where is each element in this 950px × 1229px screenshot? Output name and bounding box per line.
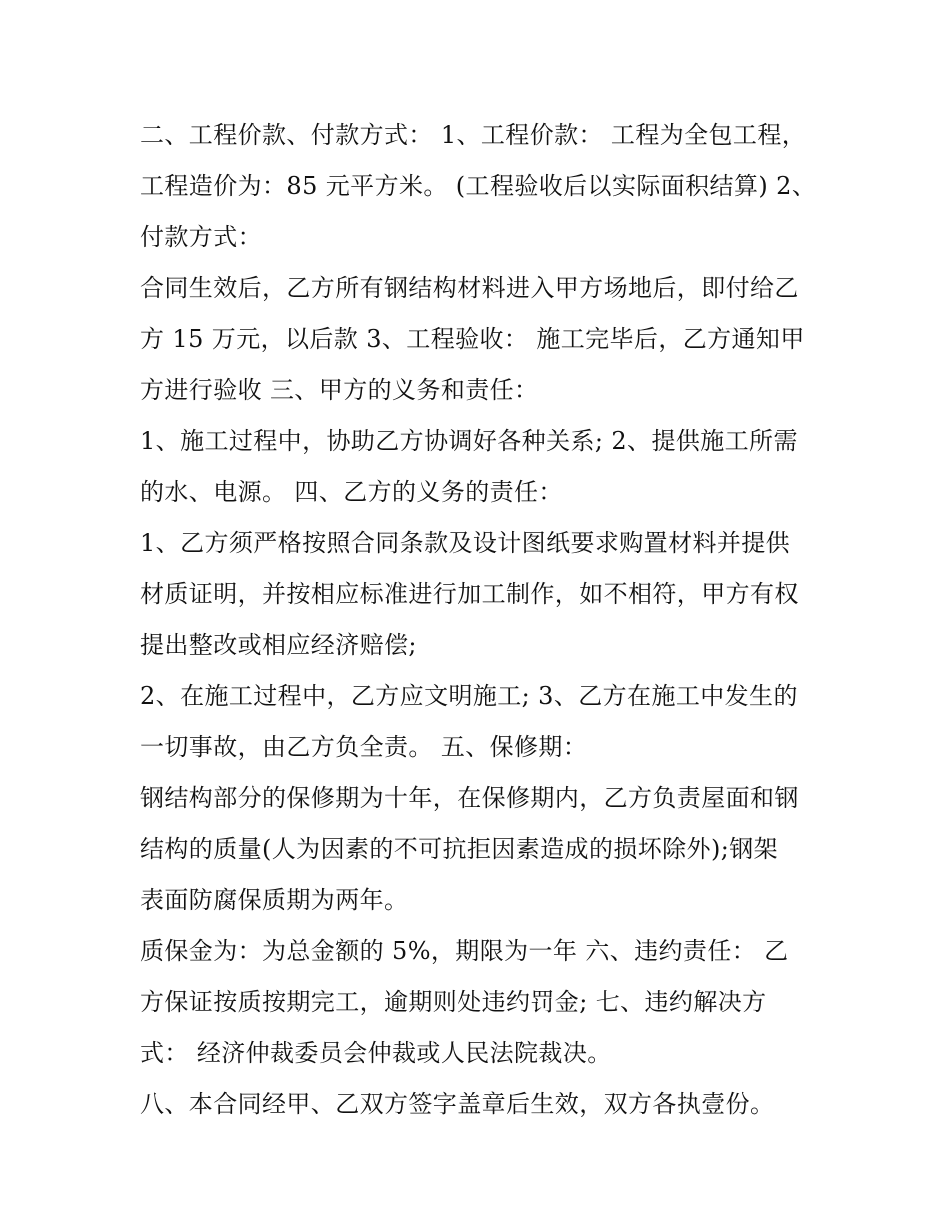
- text-line: 付款方式：: [140, 223, 262, 251]
- text-line: 工程造价为：85 元平方米。 (工程验收后以实际面积结算) 2、: [140, 172, 817, 200]
- text-line: 提出整改或相应经济赔偿;: [140, 631, 417, 659]
- text-line: 的水、电源。 四、乙方的义务的责任：: [140, 478, 563, 506]
- text-line: 合同生效后，乙方所有钢结构材料进入甲方场地后，即付给乙: [140, 274, 799, 302]
- text-line: 结构的质量(人为因素的不可抗拒因素造成的损坏除外);钢架: [140, 835, 779, 863]
- text-line: 钢结构部分的保修期为十年，在保修期内，乙方负责屋面和钢: [140, 784, 799, 812]
- text-line: 方进行验收 三、甲方的义务和责任：: [140, 376, 539, 404]
- text-line: 八、本合同经甲、乙双方签字盖章后生效，双方各执壹份。: [140, 1090, 775, 1118]
- contract-body-text: [140, 110, 820, 1130]
- text-line: 式： 经济仲裁委员会仲裁或人民法院裁决。: [140, 1039, 612, 1067]
- text-line: 材质证明，并按相应标准进行加工制作，如不相符，甲方有权: [140, 580, 799, 608]
- text-line: 表面防腐保质期为两年。: [140, 886, 409, 914]
- text-line: 方保证按质按期完工，逾期则处违约罚金; 七、违约解决方: [140, 988, 767, 1016]
- text-line: 一切事故，由乙方负全责。 五、保修期：: [140, 733, 588, 761]
- text-line: 2、在施工过程中，乙方应文明施工; 3、乙方在施工中发生的: [140, 682, 798, 710]
- text-line: 二、工程价款、付款方式： 1、工程价款： 工程为全包工程，: [140, 121, 807, 149]
- text-line: 方 15 万元，以后款 3、工程验收： 施工完毕后，乙方通知甲: [140, 325, 805, 353]
- text-line: 1、乙方须严格按照合同条款及设计图纸要求购置材料并提供: [140, 529, 791, 557]
- text-line: 1、施工过程中，协助乙方协调好各种关系; 2、提供施工所需: [140, 427, 798, 455]
- text-line: 质保金为：为总金额的 5%，期限为一年 六、违约责任： 乙: [140, 937, 789, 965]
